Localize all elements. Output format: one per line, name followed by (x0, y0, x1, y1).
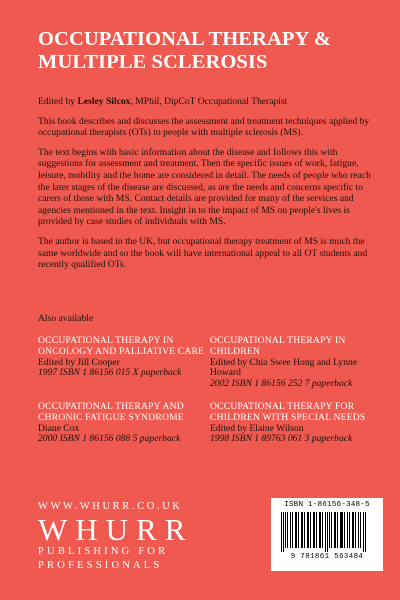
related-book-title: OCCUPATIONAL THERAPY IN CHILDREN (210, 335, 346, 357)
barcode-bar (349, 512, 350, 548)
barcode-bar (283, 512, 284, 552)
barcode-bar (365, 512, 366, 552)
publisher-tagline-1: PUBLISHING FOR (38, 546, 169, 557)
barcode-bar (290, 512, 291, 548)
barcode-bar (319, 512, 321, 548)
barcode-bar (331, 512, 332, 548)
description-paragraph-2: The text begins with basic information about the disease and follows this with suggestions for assessment and treatment. Then the specific issues of work, fatigue, leisure, mobility and the home are considered in detail. The needs of people who reach the later stages of the disease are discussed, as are the needs and concerns specific to carers of those with MS. Contact details are provided for many of the services and agencies mentioned in the text. Insight in to the impact of MS on people's lives is provided by case studies of individuals with MS. (38, 146, 371, 228)
related-book-author: Edited by Jill Cooper (38, 356, 120, 368)
publisher-logo (38, 500, 238, 573)
barcode-bar (347, 512, 348, 548)
isbn-label: ISBN 1-86156-348-5 (284, 501, 370, 509)
related-book (210, 402, 380, 445)
barcode-bar (327, 512, 328, 552)
description-paragraph-3: The author is based in the UK, but occupational therapy treatment of MS is much the same worldwide and so the book will have international appeal to all OT students and recently qualified OTs. (38, 235, 368, 271)
isbn-barcode-panel (271, 498, 383, 571)
barcode-bar (355, 512, 356, 548)
related-book (38, 336, 208, 379)
related-book-publication: 1997 ISBN 1 86156 015 X paperback (38, 367, 182, 379)
description-paragraph-1: This book describes and discusses the assessment and treatment techniques applied by occupational therapists (OTs) to people with multiple sclerosis (MS). (38, 115, 370, 139)
barcode-bar (334, 512, 336, 548)
barcode-bar (281, 512, 282, 552)
barcode-bar (344, 512, 345, 548)
publisher-tagline-2: PROFESSIONALS (38, 560, 163, 571)
barcode-bar (352, 512, 354, 548)
barcode-bar (325, 512, 326, 552)
book-title-line-2: MULTIPLE SCLEROSIS (38, 51, 268, 73)
related-book-author: Edited by Elaine Wilson (210, 422, 304, 434)
related-book-publication: 2000 ISBN 1 86156 088 5 paperback (38, 433, 181, 445)
barcode-bar (363, 512, 364, 552)
barcode-bar (298, 512, 299, 548)
barcode-bar (358, 512, 359, 548)
related-book-title: OCCUPATIONAL THERAPY IN ONCOLOGY AND PALLIATIVE CARE (38, 335, 205, 357)
barcode-bar (313, 512, 315, 548)
book-title-line-1: OCCUPATIONAL THERAPY & (38, 28, 332, 50)
ean-digits: 9 781861 563484 (290, 553, 364, 561)
barcode-icon (279, 512, 375, 552)
barcode-bar (316, 512, 317, 548)
also-available-heading: Also available (38, 313, 94, 324)
barcode-bar (322, 512, 323, 548)
editor-credentials: , MPhil, DipCoT Occupational Therapist (130, 96, 288, 107)
related-book-title: OCCUPATIONAL THERAPY AND CHRONIC FATIGUE SYNDROME (38, 401, 184, 423)
barcode-bar (287, 512, 288, 548)
editor-prefix: Edited by (38, 96, 76, 107)
barcode-bar (310, 512, 311, 548)
related-book-author: Edited by Chia Swee Hong and Lynne Howard (210, 356, 358, 379)
barcode-bar (285, 512, 286, 548)
book-title (38, 28, 378, 74)
related-book (38, 402, 208, 445)
publisher-url: WWW.WHURR.CO.UK (38, 501, 183, 512)
book-description (38, 96, 378, 279)
related-book (210, 336, 380, 390)
related-book-title: OCCUPATIONAL THERAPY FOR CHILDREN WITH SPECIAL NEEDS (210, 401, 366, 423)
editor-name: Lesley Silcox (77, 96, 131, 107)
barcode-bar (301, 512, 303, 548)
publisher-name: WHURR (38, 512, 194, 547)
related-book-publication: 1998 ISBN 1 89763 061 3 paperback (210, 433, 353, 445)
barcode-bar (292, 512, 293, 548)
barcode-bar (304, 512, 305, 548)
barcode-bar (340, 512, 343, 548)
barcode-bar (307, 512, 309, 548)
barcode-bar (360, 512, 361, 548)
barcode-bar (337, 512, 338, 548)
related-book-publication: 2002 ISBN 1 86156 252 7 paperback (210, 378, 353, 390)
editor-credit (38, 96, 378, 108)
related-book-author: Diane Cox (38, 422, 80, 434)
barcode-bar (295, 512, 297, 548)
barcode-bar (329, 512, 330, 548)
